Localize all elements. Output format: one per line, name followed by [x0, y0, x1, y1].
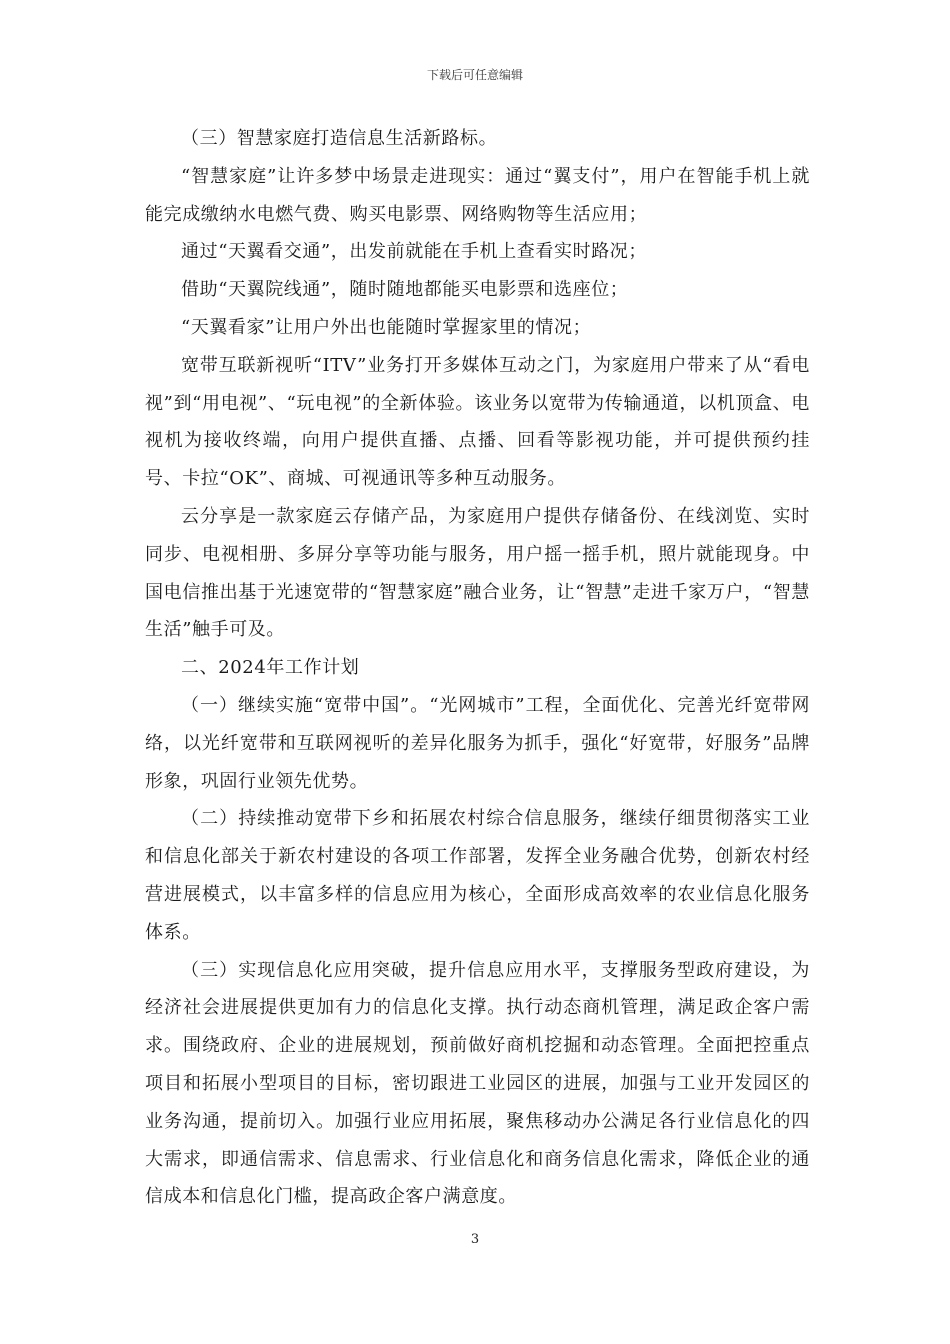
paragraph-itv: 宽带互联新视听“ITV”业务打开多媒体互动之门，为家庭用户带来了从“看电视”到“用电视”、“玩电视”的全新体验。该业务以宽带为传输通道，以机顶盒、电视机为接收终端，向用户提供直播、点播、回看等影视功能，并可提供预约挂号、卡拉“OK”、商城、可视通讯等多种互动服务。 — [145, 354, 810, 490]
section-heading-2024-plan: 二、2024年工作计划 — [181, 657, 360, 679]
paragraph-tianyi-home: “天翼看家”让用户外出也能随时掌握家里的情况； — [181, 316, 592, 338]
document-body — [145, 120, 810, 1216]
paragraph-smart-home-heading: （三）智慧家庭打造信息生活新路标。 — [181, 128, 498, 149]
paragraph-cloud-share: 云分享是一款家庭云存储产品，为家庭用户提供存储备份、在线浏览、实时同步、电视相册、多屏分享等功能与服务，用户摇一摇手机，照片就能现身。中国电信推出基于光速宽带的“智慧家庭”融合业务，让“智慧”走进千家万户，“智慧生活”触手可及。 — [145, 505, 810, 641]
paragraph-tianyi-cinema: 借助“天翼院线通”，随时随地都能买电影票和选座位； — [181, 279, 629, 301]
paragraph-smart-home-intro: “智慧家庭”让许多梦中场景走进现实：通过“翼支付”，用户在智能手机上就能完成缴纳水电燃气费、购买电影票、网络购物等生活应用； — [145, 165, 810, 225]
paragraph-plan-3: （三）实现信息化应用突破，提升信息应用水平，支撑服务型政府建设，为经济社会进展提供更加有力的信息化支撑。执行动态商机管理，满足政企客户需求。围绕政府、企业的进展规划，预前做好商机挖掘和动态管理。全面把控重点项目和拓展小型项目的目标，密切跟进工业园区的进展，加强与工业开发园区的业务沟通，提前切入。加强行业应用拓展，聚焦移动办公满足各行业信息化的四大需求，即通信需求、信息需求、行业信息化和商务信息化需求，降低企业的通信成本和信息化门槛，提高政企客户满意度。 — [145, 959, 810, 1208]
paragraph-plan-2: （二）持续推动宽带下乡和拓展农村综合信息服务，继续仔细贯彻落实工业和信息化部关于新农村建设的各项工作部署，发挥全业务融合优势，创新农村经营进展模式，以丰富多样的信息应用为核心，全面形成高效率的农业信息化服务体系。 — [145, 808, 810, 943]
paragraph-plan-1: （一）继续实施“宽带中国”。“光网城市”工程，全面优化、完善光纤宽带网络，以光纤宽带和互联网视听的差异化服务为抓手，强化“好宽带，好服务”品牌形象，巩固行业领先优势。 — [145, 694, 810, 792]
page-header: 下载后可任意编辑 — [426, 68, 523, 82]
paragraph-tianyi-traffic: 通过“天翼看交通”，出发前就能在手机上查看实时路况； — [181, 241, 648, 263]
page-number: 3 — [470, 1232, 480, 1247]
